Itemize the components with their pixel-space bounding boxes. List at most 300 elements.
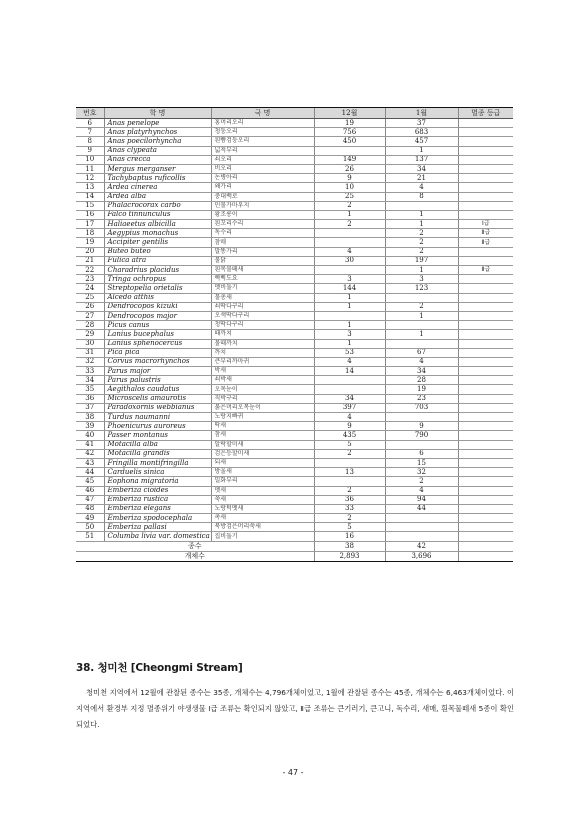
scientific-name: Anas poecilorhyncha [104,137,211,146]
december-count: 4 [314,247,385,256]
scientific-name: Columba livia var. domestica [104,532,211,541]
december-count: 13 [314,468,385,477]
january-count: 1 [385,146,458,155]
december-count: 34 [314,394,385,403]
endangered-grade: Ⅱ급 [458,266,513,275]
endangered-grade [458,422,513,431]
total-species-jan: 42 [385,541,458,551]
table-row [76,137,513,146]
scientific-name: Dendrocopos major [104,311,211,320]
row-number: 37 [76,403,104,412]
december-count: 450 [314,137,385,146]
endangered-grade [458,183,513,192]
december-count: 14 [314,367,385,376]
december-count: 5 [314,523,385,532]
korean-name: 오목눈이 [211,385,314,394]
row-number: 36 [76,394,104,403]
korean-name: 알락할미새 [211,440,314,449]
december-count: 4 [314,413,385,422]
table-row [76,339,513,348]
december-count [314,229,385,238]
table-row [76,440,513,449]
table-row [76,532,513,541]
endangered-grade [458,431,513,440]
table-row [76,357,513,366]
january-count: 683 [385,128,458,137]
row-number: 39 [76,422,104,431]
january-count: 4 [385,486,458,495]
january-count: 1 [385,311,458,320]
scientific-name: Anas platyrhynchos [104,128,211,137]
january-count: 19 [385,385,458,394]
january-count: 4 [385,357,458,366]
endangered-grade [458,247,513,256]
endangered-grade [458,449,513,458]
korean-name: 청둥오리 [211,128,314,137]
korean-name: 까치 [211,348,314,357]
korean-name: 청딱다구리 [211,321,314,330]
january-count: 4 [385,183,458,192]
december-count [314,376,385,385]
row-number: 40 [76,431,104,440]
january-count: 37 [385,119,458,128]
december-count: 1 [314,339,385,348]
january-count [385,523,458,532]
scientific-name: Anas clypeata [104,146,211,155]
korean-name: 넓적부리 [211,146,314,155]
table-row [76,413,513,422]
december-count: 16 [314,532,385,541]
table-body [76,119,513,542]
january-count: 34 [385,164,458,173]
january-count: 21 [385,174,458,183]
december-count: 4 [314,357,385,366]
row-number: 8 [76,137,104,146]
row-number: 23 [76,275,104,284]
scientific-name: Eophona migratoria [104,477,211,486]
endangered-grade [458,504,513,513]
endangered-grade [458,119,513,128]
january-count: 44 [385,504,458,513]
scientific-name: Parus palustris [104,376,211,385]
endangered-grade [458,367,513,376]
scientific-name: Haliaeetus albicilla [104,220,211,229]
december-count: 1 [314,293,385,302]
endangered-grade [458,311,513,320]
row-number: 42 [76,449,104,458]
december-count [314,146,385,155]
scientific-name: Emberiza elegans [104,504,211,513]
col-header-endangered-grade: 멸종 등급 [458,108,513,119]
row-number: 30 [76,339,104,348]
section-title: 38. 청미천 [Cheongmi Stream] [76,662,243,674]
table-row [76,394,513,403]
korean-name: 노랑턱멧새 [211,504,314,513]
page-number: - 47 - [282,768,304,777]
korean-name: 참새 [211,431,314,440]
january-count: 6 [385,449,458,458]
scientific-name: Anas penelope [104,119,211,128]
january-count: 2 [385,247,458,256]
row-number: 44 [76,468,104,477]
col-header-number: 번호 [76,108,104,119]
december-count: 9 [314,422,385,431]
endangered-grade [458,192,513,201]
row-number: 11 [76,164,104,173]
row-number: 31 [76,348,104,357]
scientific-name: Turdus naumanni [104,413,211,422]
table-row [76,486,513,495]
scientific-name: Tachybaptus ruficollis [104,174,211,183]
korean-name: 황조롱이 [211,210,314,219]
korean-name: 민물가마우지 [211,201,314,210]
endangered-grade [458,523,513,532]
january-count: 1 [385,220,458,229]
endangered-grade [458,514,513,523]
scientific-name: Phalacrocorax carbo [104,201,211,210]
korean-name: 참매 [211,238,314,247]
scientific-name: Motacilla alba [104,440,211,449]
january-count: 703 [385,403,458,412]
january-count [385,532,458,541]
january-count: 32 [385,468,458,477]
korean-name: 말똥가리 [211,247,314,256]
endangered-grade [458,128,513,137]
endangered-grade [458,137,513,146]
january-count [385,321,458,330]
december-count: 435 [314,431,385,440]
scientific-name: Lanius sphenocercus [104,339,211,348]
col-header-scientific-name: 학 명 [104,108,211,119]
scientific-name: Passer montanus [104,431,211,440]
january-count: 2 [385,302,458,311]
row-number: 32 [76,357,104,366]
row-number: 18 [76,229,104,238]
scientific-name: Carduelis sinica [104,468,211,477]
korean-name: 물닭 [211,256,314,265]
december-count: 19 [314,119,385,128]
endangered-grade [458,385,513,394]
january-count [385,440,458,449]
january-count: 457 [385,137,458,146]
scientific-name: Buteo buteo [104,247,211,256]
december-count: 25 [314,192,385,201]
december-count: 5 [314,440,385,449]
january-count [385,514,458,523]
scientific-name: Fringilla montifringilla [104,458,211,467]
table-row [76,302,513,311]
table-row [76,367,513,376]
january-count: 137 [385,155,458,164]
table-row [76,266,513,275]
scientific-name: Parus major [104,367,211,376]
korean-name: 붉은머리오목눈이 [211,403,314,412]
january-count: 1 [385,210,458,219]
scientific-name: Charadrius placidus [104,266,211,275]
row-number: 48 [76,504,104,513]
scientific-name: Emberiza cioides [104,486,211,495]
row-number: 14 [76,192,104,201]
january-count: 15 [385,458,458,467]
row-number: 22 [76,266,104,275]
table-row [76,201,513,210]
scientific-name: Ardea cinerea [104,183,211,192]
december-count [314,311,385,320]
december-count [314,385,385,394]
table-row [76,155,513,164]
total-individuals-row [76,551,513,561]
table-row [76,385,513,394]
korean-name: 검은등할미새 [211,449,314,458]
scientific-name: Anas crecca [104,155,211,164]
row-number: 51 [76,532,104,541]
endangered-grade [458,155,513,164]
row-number: 45 [76,477,104,486]
december-count: 1 [314,302,385,311]
korean-name: 촉새 [211,514,314,523]
scientific-name: Microscelis amaurotis [104,394,211,403]
row-number: 28 [76,321,104,330]
row-number: 24 [76,284,104,293]
january-count: 9 [385,422,458,431]
row-number: 50 [76,523,104,532]
table-header-row [76,108,513,119]
endangered-grade: Ⅱ급 [458,238,513,247]
january-count: 123 [385,284,458,293]
korean-name: 집비둘기 [211,532,314,541]
scientific-name: Paradoxornis webbianus [104,403,211,412]
row-number: 29 [76,330,104,339]
scientific-name: Pica pica [104,348,211,357]
december-count: 3 [314,275,385,284]
row-number: 46 [76,486,104,495]
scientific-name: Aegypius monachus [104,229,211,238]
korean-name: 흰꼬리수리 [211,220,314,229]
scientific-name: Phoenicurus auroreus [104,422,211,431]
endangered-grade [458,210,513,219]
korean-name: 멧비둘기 [211,284,314,293]
scientific-name: Falco tinnunculus [104,210,211,219]
table-row [76,174,513,183]
korean-name: 되새 [211,458,314,467]
table-row [76,238,513,247]
table-row [76,458,513,467]
december-count: 1 [314,321,385,330]
table-row [76,220,513,229]
row-number: 38 [76,413,104,422]
korean-name: 딱새 [211,422,314,431]
december-count: 2 [314,486,385,495]
scientific-name: Mergus merganser [104,164,211,173]
korean-name: 논병아리 [211,174,314,183]
january-count: 67 [385,348,458,357]
table-row [76,256,513,265]
korean-name: 쇠딱다구리 [211,302,314,311]
scientific-name: Emberiza pallasi [104,523,211,532]
korean-name: 독수리 [211,229,314,238]
endangered-grade [458,532,513,541]
total-individuals-grade [458,551,513,561]
row-number: 41 [76,440,104,449]
total-species-label: 종수 [76,541,314,551]
december-count: 144 [314,284,385,293]
table-row [76,229,513,238]
december-count: 33 [314,504,385,513]
january-count: 2 [385,477,458,486]
table-row [76,192,513,201]
december-count: 36 [314,495,385,504]
january-count: 23 [385,394,458,403]
endangered-grade [458,403,513,412]
row-number: 12 [76,174,104,183]
december-count: 26 [314,164,385,173]
endangered-grade [458,458,513,467]
table-row [76,128,513,137]
row-number: 35 [76,385,104,394]
endangered-grade [458,146,513,155]
december-count: 9 [314,174,385,183]
january-count: 2 [385,238,458,247]
table-row [76,321,513,330]
table-row [76,119,513,128]
endangered-grade [458,357,513,366]
table-row [76,495,513,504]
table-row [76,468,513,477]
december-count: 2 [314,514,385,523]
table-row [76,284,513,293]
table-row [76,403,513,412]
endangered-grade [458,275,513,284]
scientific-name: Picus canus [104,321,211,330]
scientific-name: Alcedo atthis [104,293,211,302]
endangered-grade [458,256,513,265]
december-count: 30 [314,256,385,265]
korean-name: 쑥새 [211,495,314,504]
january-count: 34 [385,367,458,376]
january-count: 1 [385,266,458,275]
december-count: 2 [314,449,385,458]
species-table [76,107,513,562]
january-count [385,201,458,210]
row-number: 27 [76,311,104,320]
korean-name: 멧새 [211,486,314,495]
scientific-name: Accipiter gentilis [104,238,211,247]
korean-name: 쇠오리 [211,155,314,164]
total-individuals-jan: 3,696 [385,551,458,561]
row-number: 19 [76,238,104,247]
december-count: 10 [314,183,385,192]
row-number: 49 [76,514,104,523]
scientific-name: Corvus macrorhynchos [104,357,211,366]
table-row [76,449,513,458]
table-row [76,477,513,486]
scientific-name: Motacilla grandis [104,449,211,458]
korean-name: 물총새 [211,293,314,302]
december-count [314,477,385,486]
korean-name: 쇠박새 [211,376,314,385]
endangered-grade [458,201,513,210]
table-row [76,210,513,219]
scientific-name: Emberiza rustica [104,495,211,504]
table-row [76,348,513,357]
january-count: 8 [385,192,458,201]
endangered-grade [458,293,513,302]
january-count: 197 [385,256,458,265]
row-number: 17 [76,220,104,229]
row-number: 20 [76,247,104,256]
endangered-grade [458,339,513,348]
table-row [76,275,513,284]
january-count: 28 [385,376,458,385]
total-individuals-dec: 2,893 [314,551,385,561]
korean-name: 중대백로 [211,192,314,201]
table-row [76,523,513,532]
row-number: 25 [76,293,104,302]
table-row [76,330,513,339]
row-number: 6 [76,119,104,128]
row-number: 16 [76,210,104,219]
scientific-name: Ardea alba [104,192,211,201]
table-row [76,247,513,256]
endangered-grade: Ⅰ급 [458,220,513,229]
table-row [76,311,513,320]
endangered-grade [458,413,513,422]
row-number: 13 [76,183,104,192]
endangered-grade [458,477,513,486]
january-count [385,413,458,422]
korean-name: 때까치 [211,330,314,339]
row-number: 15 [76,201,104,210]
table-row [76,514,513,523]
scientific-name: Streptopelia orietalis [104,284,211,293]
december-count: 1 [314,210,385,219]
korean-name: 흰목물떼새 [211,266,314,275]
endangered-grade [458,302,513,311]
korean-name: 홍머리오리 [211,119,314,128]
endangered-grade [458,376,513,385]
row-number: 43 [76,458,104,467]
december-count [314,238,385,247]
table-row [76,183,513,192]
row-number: 9 [76,146,104,155]
korean-name: 흰뺨검둥오리 [211,137,314,146]
endangered-grade [458,321,513,330]
endangered-grade [458,330,513,339]
korean-name: 밀화부리 [211,477,314,486]
december-count: 756 [314,128,385,137]
scientific-name: Emberiza spodocephala [104,514,211,523]
section-paragraph: 청미천 지역에서 12월에 관찰된 종수는 35종, 개체수는 4,796개체이었고, 1월에 관찰된 종수는 45종, 개체수는 6,463개체이었다. 이 지역에서 환경부 지정 멸종위기 야생생물 Ⅰ급 조류는 확인되지 않았고, Ⅱ급 조류는 큰기러기, 큰고니, 독수리, 새매, 흰목물떼새 5종이 확인되었다. [76,688,514,729]
col-header-korean-name: 국 명 [211,108,314,119]
total-species-dec: 38 [314,541,385,551]
endangered-grade [458,468,513,477]
row-number: 34 [76,376,104,385]
table-row [76,422,513,431]
table-row [76,504,513,513]
scientific-name: Lanius bucephalus [104,330,211,339]
scientific-name: Dendrocopos kizuki [104,302,211,311]
endangered-grade [458,394,513,403]
row-number: 10 [76,155,104,164]
korean-name: 비오리 [211,164,314,173]
january-count: 3 [385,275,458,284]
row-number: 33 [76,367,104,376]
january-count: 94 [385,495,458,504]
december-count: 2 [314,201,385,210]
korean-name: 큰부리까마귀 [211,357,314,366]
korean-name: 물때까치 [211,339,314,348]
january-count: 1 [385,330,458,339]
